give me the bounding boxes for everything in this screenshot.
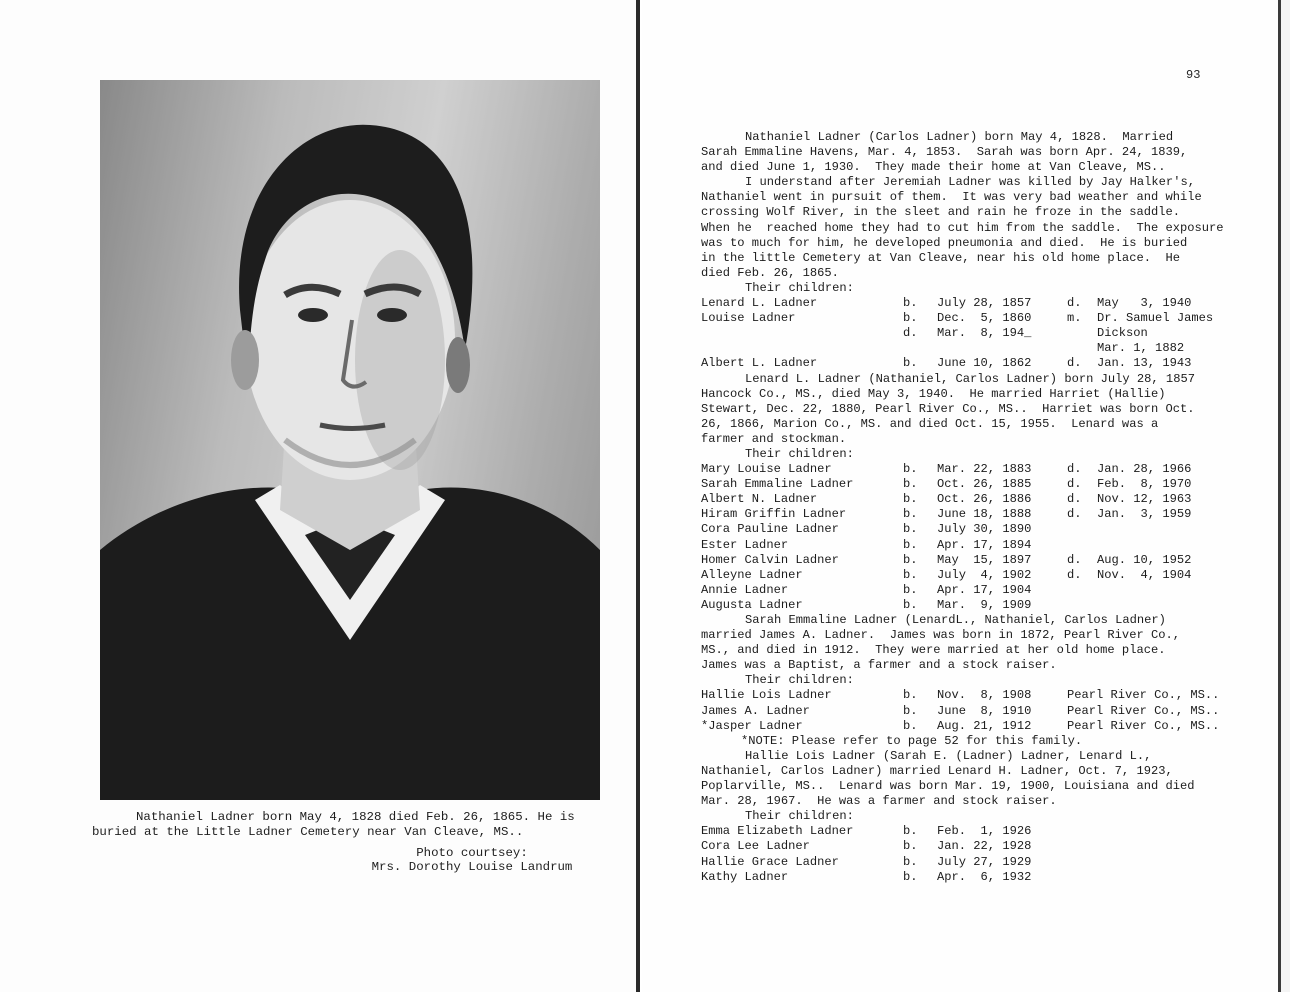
child-row xyxy=(701,538,1261,553)
child-b: b. xyxy=(903,311,918,326)
child-born: Dec. 5, 1860 xyxy=(937,311,1032,326)
child-died: Dickson xyxy=(1097,326,1148,341)
child-born: June 18, 1888 xyxy=(937,507,1032,522)
child-row xyxy=(701,583,1261,598)
child-name: Lenard L. Ladner xyxy=(701,296,818,311)
child-b: b. xyxy=(903,718,918,733)
child-b: b. xyxy=(903,356,918,371)
child-died: Dr. Samuel James xyxy=(1097,311,1214,326)
child-row xyxy=(701,477,1261,492)
child-died: Nov. 12, 1963 xyxy=(1097,492,1192,507)
child-row xyxy=(701,553,1261,568)
child-born: Mar. 9, 1909 xyxy=(937,597,1032,612)
child-name: Cora Pauline Ladner xyxy=(701,522,839,537)
caption-line: Nathaniel Ladner born May 4, 1828 died Feb. 26, 1865. He is xyxy=(136,810,575,824)
child-b: b. xyxy=(903,839,918,854)
text-line: Sarah Emmaline Havens, Mar. 4, 1853. Sarah was born Apr. 24, 1839, xyxy=(701,145,1188,160)
child-d: d. xyxy=(1067,567,1082,582)
text-line: and died June 1, 1930. They made their home at Van Cleave, MS.. xyxy=(701,160,1166,175)
text-line: Poplarville, MS.. Lenard was born Mar. 19, 1900, Louisiana and died xyxy=(701,779,1195,794)
text-line: crossing Wolf River, in the sleet and rain he froze in the saddle. xyxy=(701,205,1180,220)
children-table-1 xyxy=(701,296,1261,371)
child-name: Emma Elizabeth Ladner xyxy=(701,824,854,839)
child-b: b. xyxy=(903,567,918,582)
child-b: b. xyxy=(903,462,918,477)
child-born: Feb. 1, 1926 xyxy=(937,824,1032,839)
child-name: Hiram Griffin Ladner xyxy=(701,507,847,522)
children-table-2 xyxy=(701,462,1261,613)
text-line: James was a Baptist, a farmer and a stock raiser. xyxy=(701,658,1057,673)
child-d: d. xyxy=(1067,356,1082,371)
child-row xyxy=(701,507,1261,522)
child-d: d. xyxy=(1067,492,1082,507)
child-died: Feb. 8, 1970 xyxy=(1097,477,1192,492)
photo-caption xyxy=(92,810,592,840)
book-gutter xyxy=(636,0,640,992)
child-row xyxy=(701,356,1261,371)
child-b: b. xyxy=(903,824,918,839)
child-name: Mary Louise Ladner xyxy=(701,462,832,477)
child-born: July 4, 1902 xyxy=(937,567,1032,582)
text-line: When he reached home they had to cut him from the saddle. The exposure xyxy=(701,220,1224,235)
child-born: June 8, 1910 xyxy=(937,703,1032,718)
child-b: b. xyxy=(903,582,918,597)
left-page xyxy=(0,0,636,992)
child-row xyxy=(701,704,1261,719)
child-b: b. xyxy=(903,854,918,869)
child-name: Ester Ladner xyxy=(701,537,789,552)
child-b: b. xyxy=(903,522,918,537)
child-died xyxy=(1097,598,1237,613)
child-row xyxy=(701,824,1261,839)
child-place: Pearl River Co., MS.. xyxy=(1067,688,1220,703)
child-name: Albert L. Ladner xyxy=(701,356,818,371)
child-died: Nov. 4, 1904 xyxy=(1097,567,1192,582)
child-row xyxy=(701,296,1261,311)
child-row xyxy=(701,341,1261,356)
child-row xyxy=(701,311,1261,326)
text-line: was to much for him, he developed pneumonia and died. He is buried xyxy=(701,235,1188,250)
child-b: d. xyxy=(903,326,918,341)
note-line: *NOTE: Please refer to page 52 for this family. xyxy=(741,733,1083,748)
child-d: m. xyxy=(1067,311,1082,326)
paragraph-lenard xyxy=(701,372,1261,447)
page-edge-shadow xyxy=(1281,0,1290,992)
text-line: in the little Cemetery at Van Cleave, near his old home place. He xyxy=(701,250,1180,265)
child-row xyxy=(701,522,1261,537)
child-born: June 10, 1862 xyxy=(937,356,1032,371)
child-born: Apr. 17, 1894 xyxy=(937,537,1032,552)
child-place: Pearl River Co., MS.. xyxy=(1067,703,1220,718)
children-heading: Their children: xyxy=(745,673,854,688)
text-line: MS., and died in 1912. They were married at her old home place. xyxy=(701,643,1166,658)
portrait-drawing xyxy=(100,80,600,800)
child-row xyxy=(701,462,1261,477)
photo-credit xyxy=(342,846,602,874)
credit-line: Mrs. Dorothy Louise Landrum xyxy=(371,860,573,874)
text-line: Hancock Co., MS., died May 3, 1940. He married Harriet (Hallie) xyxy=(701,386,1166,401)
child-born: Mar. 8, 194_ xyxy=(937,326,1032,341)
children-table-4 xyxy=(701,824,1261,884)
child-d: d. xyxy=(1067,477,1082,492)
child-d xyxy=(1067,538,1097,553)
child-born: July 28, 1857 xyxy=(937,296,1032,311)
child-name: Louise Ladner xyxy=(701,311,796,326)
child-name: Alleyne Ladner xyxy=(701,567,803,582)
child-b: b. xyxy=(903,477,918,492)
child-name: Hallie Grace Ladner xyxy=(701,854,839,869)
credit-line: Photo courtsey: xyxy=(416,846,528,860)
text-line: farmer and stockman. xyxy=(701,431,847,446)
child-b: b. xyxy=(903,688,918,703)
page-number: 93 xyxy=(1186,68,1201,82)
child-d: d. xyxy=(1067,507,1082,522)
child-d xyxy=(1067,341,1097,356)
paragraph-sarah xyxy=(701,613,1261,673)
text-line: Nathaniel, Carlos Ladner) married Lenard H. Ladner, Oct. 7, 1923, xyxy=(701,763,1173,778)
child-b xyxy=(903,341,937,356)
child-b: b. xyxy=(903,296,918,311)
text-line: married James A. Ladner. James was born in 1872, Pearl River Co., xyxy=(701,628,1180,643)
genealogy-text xyxy=(701,130,1261,885)
child-died xyxy=(1097,522,1237,537)
child-row xyxy=(701,492,1261,507)
child-name: Hallie Lois Ladner xyxy=(701,688,832,703)
children-table-3 xyxy=(701,688,1261,733)
child-died: May 3, 1940 xyxy=(1097,296,1192,311)
child-died: Mar. 1, 1882 xyxy=(1097,341,1185,356)
child-born: Apr. 17, 1904 xyxy=(937,582,1032,597)
child-d: d. xyxy=(1067,296,1082,311)
child-born: Apr. 6, 1932 xyxy=(937,869,1032,884)
child-b: b. xyxy=(903,703,918,718)
child-name: *Jasper Ladner xyxy=(701,718,803,733)
child-d xyxy=(1067,522,1097,537)
child-name: Kathy Ladner xyxy=(701,869,789,884)
text-line: died Feb. 26, 1865. xyxy=(701,265,839,280)
child-row xyxy=(701,568,1261,583)
child-row xyxy=(701,598,1261,613)
child-row xyxy=(701,326,1261,341)
child-born: Oct. 26, 1886 xyxy=(937,492,1032,507)
child-name: Cora Lee Ladner xyxy=(701,839,810,854)
child-born: Jan. 22, 1928 xyxy=(937,839,1032,854)
text-line: Nathaniel went in pursuit of them. It was very bad weather and while xyxy=(701,190,1202,205)
child-row xyxy=(701,719,1261,734)
child-place: Pearl River Co., MS.. xyxy=(1067,718,1220,733)
child-died: Jan. 13, 1943 xyxy=(1097,356,1192,371)
child-b: b. xyxy=(903,507,918,522)
children-heading: Their children: xyxy=(745,446,854,461)
child-name: Annie Ladner xyxy=(701,582,789,597)
child-born: Oct. 26, 1885 xyxy=(937,477,1032,492)
child-b: b. xyxy=(903,492,918,507)
child-died: Jan. 28, 1966 xyxy=(1097,462,1192,477)
child-name xyxy=(701,341,903,356)
child-b: b. xyxy=(903,597,918,612)
text-line: Sarah Emmaline Ladner (LenardL., Nathaniel, Carlos Ladner) xyxy=(745,613,1166,627)
child-d xyxy=(1067,326,1097,341)
child-born: Aug. 21, 1912 xyxy=(937,718,1032,733)
portrait-photo xyxy=(100,80,600,800)
child-died xyxy=(1097,583,1237,598)
child-born: Mar. 22, 1883 xyxy=(937,462,1032,477)
child-died: Aug. 10, 1952 xyxy=(1097,552,1192,567)
text-line: Hallie Lois Ladner (Sarah E. (Ladner) Ladner, Lenard L., xyxy=(745,748,1152,763)
child-name: James A. Ladner xyxy=(701,703,810,718)
child-d xyxy=(1067,583,1097,598)
child-name xyxy=(701,326,903,341)
child-name: Homer Calvin Ladner xyxy=(701,552,839,567)
child-name: Albert N. Ladner xyxy=(701,492,818,507)
text-line: I understand after Jeremiah Ladner was killed by Jay Halker's, xyxy=(745,175,1195,190)
child-d: d. xyxy=(1067,462,1082,477)
child-born: July 30, 1890 xyxy=(937,522,1032,537)
text-line: Lenard L. Ladner (Nathaniel, Carlos Ladner) born July 28, 1857 xyxy=(745,371,1195,386)
children-heading: Their children: xyxy=(745,809,854,824)
child-born: May 15, 1897 xyxy=(937,552,1032,567)
child-row xyxy=(701,855,1261,870)
child-row xyxy=(701,839,1261,854)
child-row xyxy=(701,688,1261,703)
paragraph-hallie xyxy=(701,749,1261,809)
child-d: d. xyxy=(1067,552,1082,567)
child-died xyxy=(1097,538,1237,553)
text-line: Nathaniel Ladner (Carlos Ladner) born May 4, 1828. Married xyxy=(745,130,1174,144)
caption-line: buried at the Little Ladner Cemetery near Van Cleave, MS.. xyxy=(92,825,524,839)
child-name: Augusta Ladner xyxy=(701,597,803,612)
child-row xyxy=(701,870,1261,885)
child-born: Nov. 8, 1908 xyxy=(937,688,1032,703)
child-b: b. xyxy=(903,869,918,884)
paragraph-nathaniel xyxy=(701,130,1261,281)
text-line: 26, 1866, Marion Co., MS. and died Oct. 15, 1955. Lenard was a xyxy=(701,416,1159,431)
text-line: Mar. 28, 1967. He was a farmer and stock raiser. xyxy=(701,794,1057,809)
child-name: Sarah Emmaline Ladner xyxy=(701,477,854,492)
text-line: Stewart, Dec. 22, 1880, Pearl River Co., MS.. Harriet was born Oct. xyxy=(701,401,1195,416)
children-heading: Their children: xyxy=(745,280,854,295)
child-b: b. xyxy=(903,537,918,552)
child-born: July 27, 1929 xyxy=(937,854,1032,869)
child-died: Jan. 3, 1959 xyxy=(1097,507,1192,522)
child-b: b. xyxy=(903,552,918,567)
child-d xyxy=(1067,598,1097,613)
child-born xyxy=(937,341,1067,356)
